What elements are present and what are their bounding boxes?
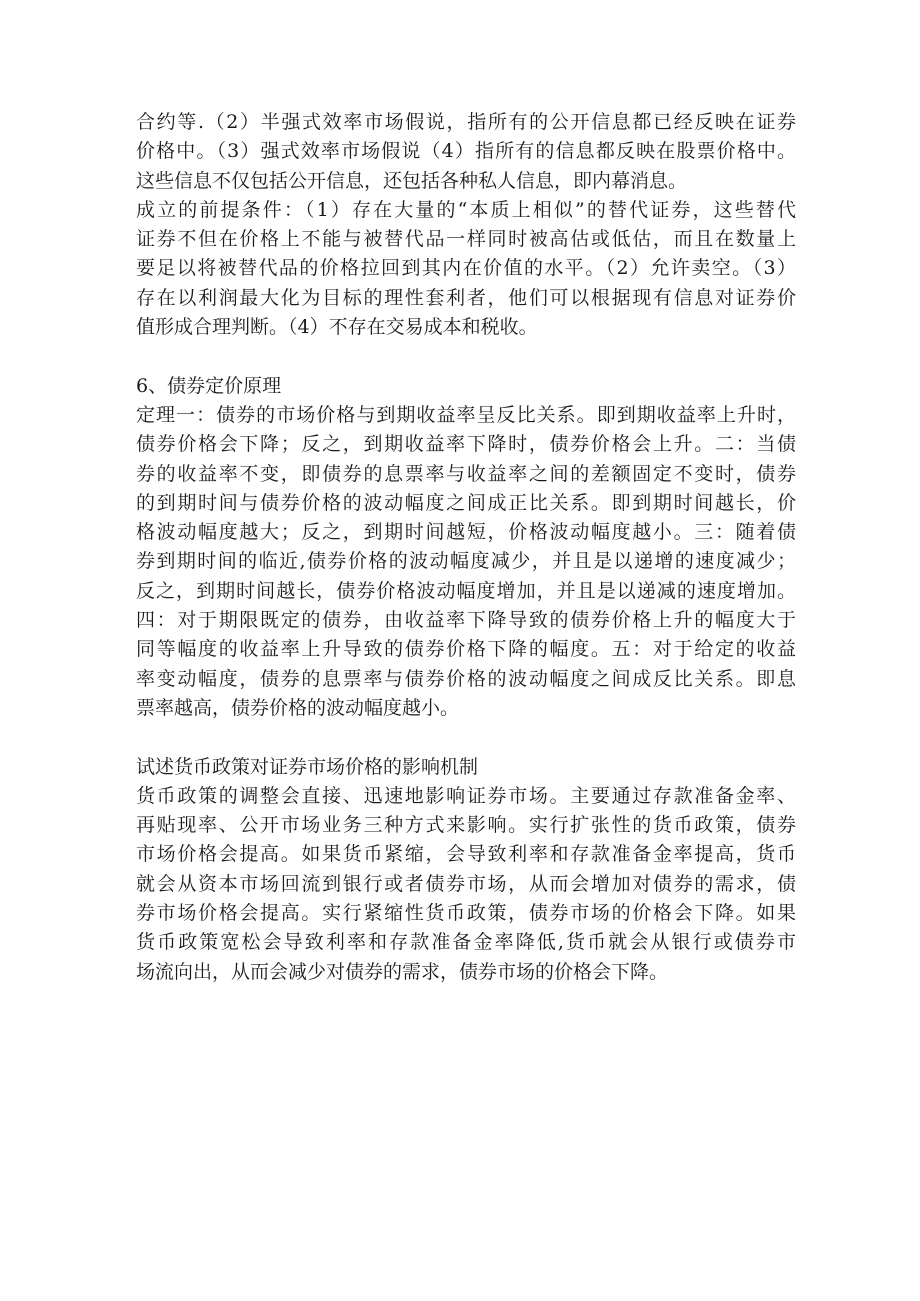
text-line: 成立的前提条件：（1）存在大量的“本质上相似”的替代证券，这些替代 [136, 198, 796, 221]
text-line: 反之，到期时间越长，债券价格波动幅度增加，并且是以递减的速度增加。 [136, 579, 796, 602]
text-section-2 [136, 372, 796, 724]
text-line: 债券价格会下降；反之，到期收益率下降时，债券价格会上升。二：当债 [136, 433, 796, 456]
text-line: 证券不但在价格上不能与被替代品一样同时被高估或低估，而且在数量上 [136, 228, 796, 251]
document-body [136, 108, 796, 987]
text-line: 再贴现率、公开市场业务三种方式来影响。实行扩张性的货币政策，债券 [136, 814, 796, 837]
paragraph-gap [136, 342, 796, 371]
text-line: 值形成合理判断。（4）不存在交易成本和税收。 [136, 316, 538, 339]
text-line: 货币政策的调整会直接、迅速地影响证券市场。主要通过存款准备金率、 [136, 784, 796, 807]
text-line: 场流向出，从而会减少对债券的需求，债券市场的价格会下降。 [136, 960, 669, 983]
text-line: 格波动幅度越大；反之，到期时间越短，价格波动幅度越小。三：随着债 [136, 521, 796, 544]
text-line: 的到期时间与债券价格的波动幅度之间成正比关系。即到期时间越长，价 [136, 491, 796, 514]
text-line: 试述货币政策对证券市场价格的影响机制 [136, 755, 479, 778]
text-section-1 [136, 108, 796, 342]
text-line: 合约等.（2）半强式效率市场假说，指所有的公开信息都已经反映在证券 [136, 111, 796, 133]
text-line: 价格中。（3）强式效率市场假说（4）指所有的信息都反映在股票价格中。 [136, 140, 796, 163]
text-line: 券到期时间的临近,债券价格的波动幅度减少，并且是以递增的速度减少； [136, 550, 796, 573]
text-line: 四：对于期限既定的债券，由收益率下降导致的债券价格上升的幅度大于 [136, 609, 796, 632]
text-line: 6、债券定价原理 [136, 374, 282, 397]
text-line: 定理一：债券的市场价格与到期收益率呈反比关系。即到期收益率上升时， [136, 403, 796, 426]
text-line: 这些信息不仅包括公开信息，还包括各种私人信息，即内幕消息。 [136, 169, 688, 192]
text-line: 要足以将被替代品的价格拉回到其内在价值的水平。（2）允许卖空。（3） [136, 257, 796, 280]
text-line: 券的收益率不变，即债券的息票率与收益率之间的差额固定不变时，债券 [136, 462, 796, 485]
text-line: 存在以利润最大化为目标的理性套利者，他们可以根据现有信息对证券价 [136, 286, 796, 309]
text-line: 券市场价格会提高。实行紧缩性货币政策，债券市场的价格会下降。如果 [136, 902, 796, 925]
text-line: 货币政策宽松会导致利率和存款准备金率降低,货币就会从银行或债券市 [136, 931, 796, 954]
paragraph-gap [136, 723, 796, 752]
text-line: 票率越高，债券价格的波动幅度越小。 [136, 696, 460, 719]
text-line: 就会从资本市场回流到银行或者债券市场，从而会增加对债券的需求，债 [136, 872, 796, 895]
text-line: 同等幅度的收益率上升导致的债券价格下降的幅度。五：对于给定的收益 [136, 638, 796, 661]
text-section-3 [136, 753, 796, 987]
text-line: 率变动幅度，债券的息票率与债券价格的波动幅度之间成反比关系。即息 [136, 667, 796, 690]
text-line: 市场价格会提高。如果货币紧缩，会导致利率和存款准备金率提高，货币 [136, 843, 796, 866]
